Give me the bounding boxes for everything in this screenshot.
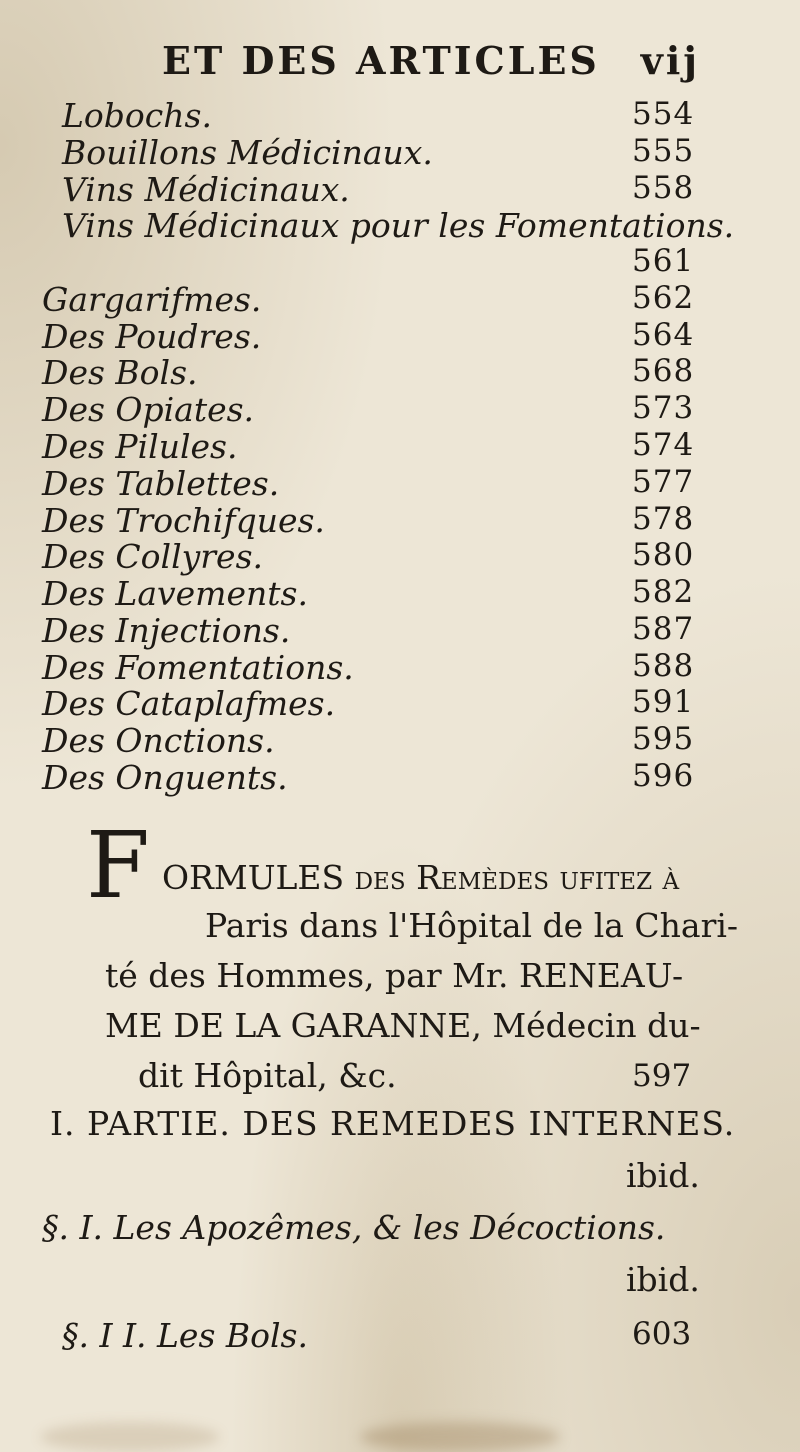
entry-page: 578 [632, 501, 695, 537]
formules-line-2: Paris dans l'Hôpital de la Chari- [205, 906, 739, 945]
partie-heading: I. PARTIE. DES REMEDES INTERNES. [50, 1104, 736, 1143]
entry-page: 577 [632, 464, 695, 500]
header-page-number: vij [640, 38, 700, 83]
entry-page: 564 [632, 317, 695, 353]
entry-label: Gargarifmes. [42, 280, 262, 319]
entry-label: Vins Médicinaux pour les Fomentations. [62, 206, 735, 245]
entry-label: Des Trochifques. [42, 501, 325, 540]
section-page: ibid. [626, 1260, 700, 1299]
formules-line-3: té des Hommes, par Mr. RENEAU- [105, 956, 684, 995]
entry-page: 554 [632, 96, 695, 132]
entry-label: Des Lavements. [42, 574, 308, 613]
entry-label: Des Pilules. [42, 427, 238, 466]
entry-page: 588 [632, 648, 695, 684]
entry-page: 558 [632, 170, 695, 206]
index-entry [0, 758, 800, 806]
entry-page: 591 [632, 684, 695, 720]
entry-label: Vins Médicinaux. [62, 170, 350, 209]
page-stain [360, 1422, 560, 1452]
entry-label: Des Cataplafmes. [42, 684, 336, 723]
entry-page: 582 [632, 574, 695, 610]
formules-line-5: dit Hôpital, &c. [138, 1056, 397, 1095]
entry-label: Des Opiates. [42, 390, 255, 429]
entry-label: Bouillons Médicinaux. [62, 133, 433, 172]
entry-label: Des Onctions. [42, 721, 275, 760]
entry-label: Des Bols. [42, 353, 198, 392]
entry-page: 574 [632, 427, 695, 463]
entry-page: 595 [632, 721, 695, 757]
entry-page: 561 [632, 243, 695, 279]
formules-page: 597 [632, 1058, 692, 1094]
entry-label: Des Poudres. [42, 317, 262, 356]
running-header [140, 38, 700, 88]
entry-page: 580 [632, 537, 695, 573]
section-page: 603 [632, 1316, 692, 1352]
entry-page: 596 [632, 758, 695, 794]
section-heading: §. I I. Les Bols. [62, 1316, 308, 1355]
formules-line-4-rest: Médecin du- [492, 1006, 701, 1045]
entry-label: Des Injections. [42, 611, 291, 650]
entry-page: 573 [632, 390, 695, 426]
entry-page: 587 [632, 611, 695, 647]
author-name: ME DE LA GARANNE, [105, 1006, 482, 1045]
header-title: ET DES ARTICLES [162, 38, 600, 83]
entry-page: 568 [632, 353, 695, 389]
formules-line-1 [162, 858, 679, 897]
formules-line-4 [105, 1006, 701, 1045]
page-stain [40, 1422, 220, 1452]
entry-label: Des Onguents. [42, 758, 288, 797]
entry-label: Des Collyres. [42, 537, 264, 576]
section-heading: §. I. Les Apozêmes, & les Décoctions. [42, 1208, 666, 1247]
entry-page: 555 [632, 133, 695, 169]
entry-label: Des Tablettes. [42, 464, 280, 503]
entry-page: 562 [632, 280, 695, 316]
partie-page: ibid. [626, 1156, 700, 1195]
entry-label: Lobochs. [62, 96, 212, 135]
entry-label: Des Fomentations. [42, 648, 354, 687]
drop-cap-letter: F [86, 812, 150, 919]
formules-line-1-text: ORMULES des Remèdes ufitez à [162, 858, 680, 897]
